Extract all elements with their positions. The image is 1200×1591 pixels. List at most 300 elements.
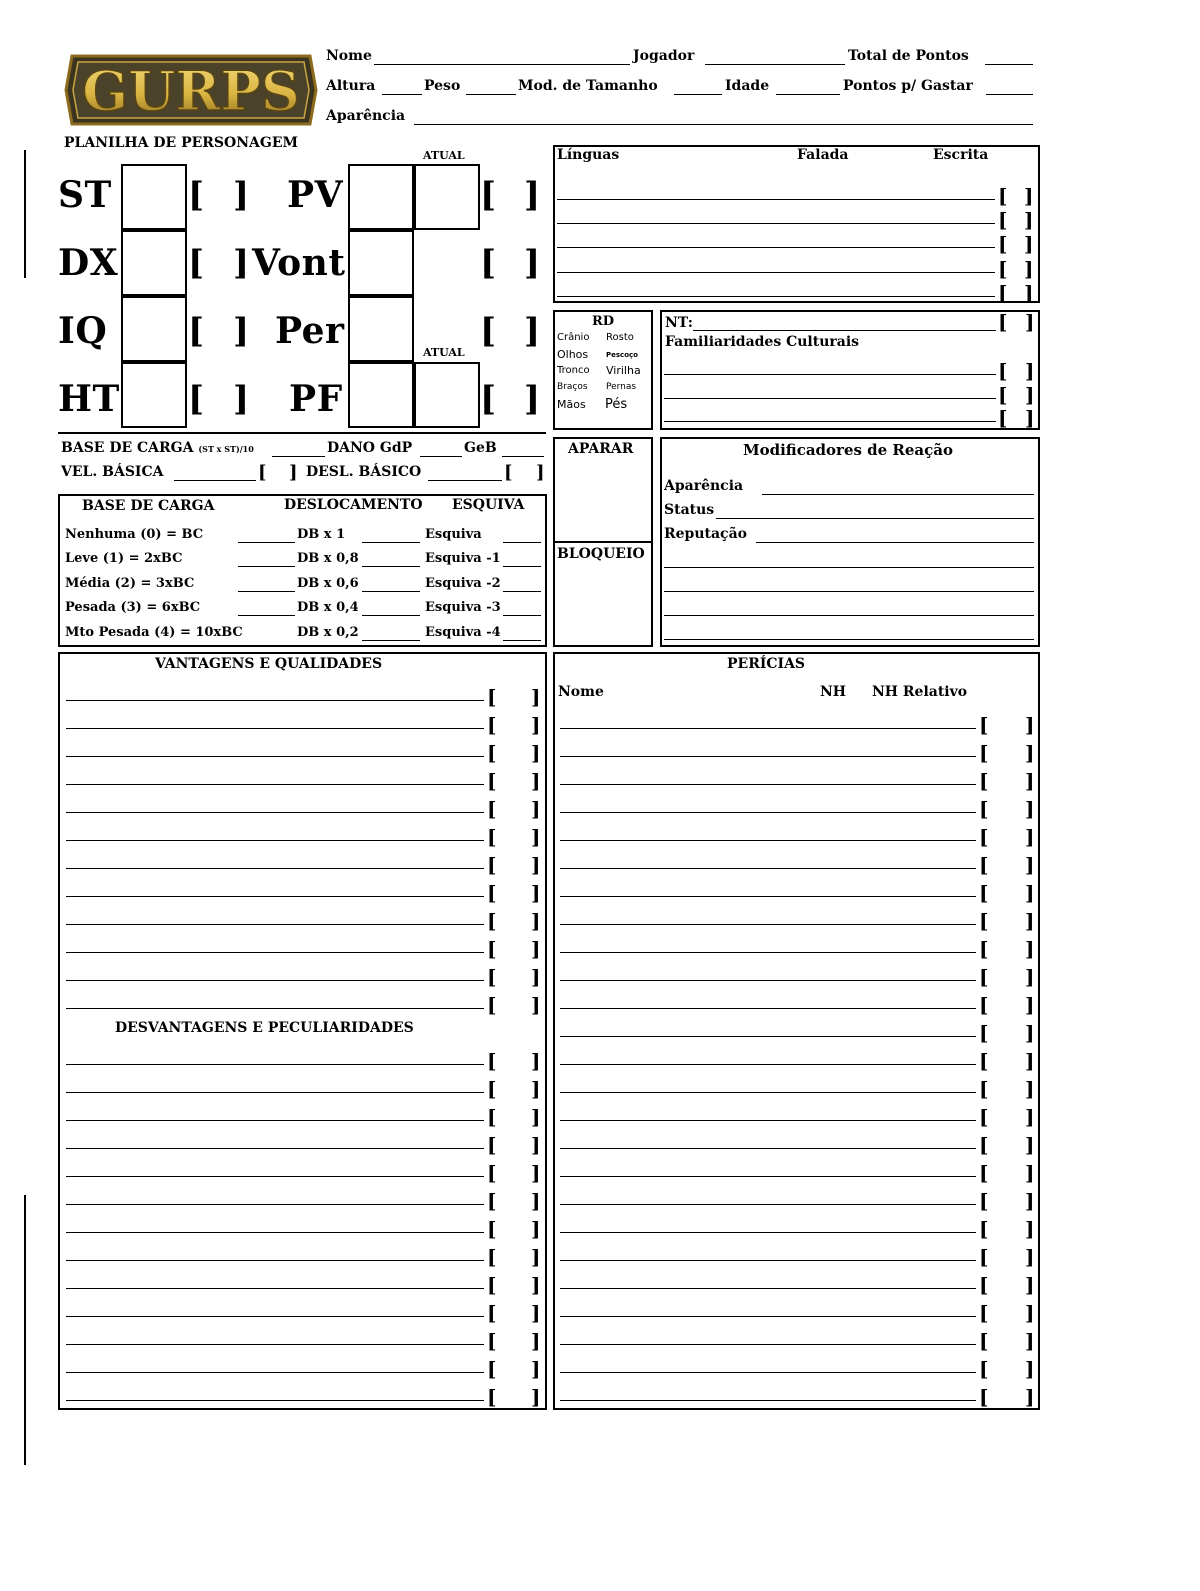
lingua-cost-close: ] [1024,208,1034,232]
pericia-row[interactable] [560,1351,1037,1379]
pericia-cost-open: [ [979,881,989,905]
enc-esquiva: Esquiva [425,527,482,542]
pericia-cost-open: [ [979,713,989,737]
lingua-line[interactable] [557,199,995,200]
field-altura[interactable] [382,94,422,95]
enc-desl-field[interactable] [362,640,420,641]
linguas-title: Línguas [557,147,620,163]
vantagem-row[interactable] [66,1295,544,1323]
label-aparencia: Aparência [326,108,406,124]
vantagem-cost-close: ] [531,1357,541,1381]
vantagem-row[interactable] [66,707,544,735]
vantagem-cost-close: ] [531,881,541,905]
pericia-cost-close: ] [1025,797,1035,821]
pericia-cost-close: ] [1025,993,1035,1017]
vantagem-row[interactable] [66,875,544,903]
pericia-row[interactable] [560,1379,1037,1407]
vantagem-line[interactable] [66,1148,484,1149]
attr-pf-cost-open: [ [480,379,497,419]
vantagem-row[interactable] [66,847,544,875]
pericia-cost-open: [ [979,1217,989,1241]
enc-esquiva-field[interactable] [503,640,541,641]
pericia-line[interactable] [560,924,976,925]
pericia-cost-open: [ [979,1077,989,1101]
atual-label-pf: ATUAL [423,346,465,359]
vantagem-cost-close: ] [531,1217,541,1241]
label-geb: GeB [464,440,497,456]
vantagem-row[interactable] [66,1351,544,1379]
enc-desl-field[interactable] [362,542,420,543]
familiaridade-cost-open: [ [998,406,1008,430]
vantagem-cost-open: [ [487,797,497,821]
lingua-line[interactable] [557,247,995,248]
reacao-extra-line[interactable] [664,639,1034,640]
attr-dx-cost-open: [ [188,243,205,283]
vantagem-row[interactable] [66,987,544,1015]
pericia-cost-close: ] [1025,1357,1035,1381]
enc-level: Nenhuma (0) = BC [65,527,204,542]
enc-bc-field[interactable] [238,542,295,543]
pericia-row[interactable] [560,1239,1037,1267]
vantagem-line[interactable] [66,952,484,953]
field-idade[interactable] [776,94,840,95]
vantagem-line[interactable] [66,1176,484,1177]
reacao-reputacao-field[interactable] [756,542,1034,543]
vantagem-cost-open: [ [487,769,497,793]
familiaridades-title: Familiaridades Culturais [665,334,860,350]
pericia-line[interactable] [560,980,976,981]
lingua-line[interactable] [557,272,995,273]
label-altura: Altura [326,78,376,94]
enc-bc-field[interactable] [238,591,295,592]
field-mod-tamanho[interactable] [674,94,722,95]
vantagem-line[interactable] [66,1092,484,1093]
vantagem-cost-open: [ [487,993,497,1017]
vantagem-line[interactable] [66,980,484,981]
attr-ht-label: HT [58,378,120,420]
enc-desl-field[interactable] [362,591,420,592]
pericia-line[interactable] [560,756,976,757]
pericia-cost-open: [ [979,1301,989,1325]
pericia-cost-open: [ [979,937,989,961]
pericia-cost-open: [ [979,1189,989,1213]
reacao-extra-row[interactable] [664,618,1036,646]
pericia-line[interactable] [560,1008,976,1009]
field-pontos-gastar[interactable] [986,94,1033,95]
pericia-line[interactable] [560,1036,976,1037]
pericia-row[interactable] [560,1099,1037,1127]
pericia-cost-close: ] [1025,881,1035,905]
vantagem-row[interactable] [66,1323,544,1351]
label-vel-basica: VEL. BÁSICA [61,464,164,480]
lingua-cost-open: [ [998,232,1008,256]
rd-bracos: Braços [557,382,588,392]
vantagem-line[interactable] [66,812,484,813]
vantagem-cost-close: ] [531,1385,541,1409]
enc-db: DB x 0,4 [297,600,359,615]
pericia-line[interactable] [560,1064,976,1065]
label-total-pontos: Total de Pontos [848,48,969,64]
label-idade: Idade [725,78,770,94]
pericias-title: PERÍCIAS [727,656,806,672]
pericia-row[interactable] [560,707,1037,735]
field-total-pontos[interactable] [985,64,1033,65]
vantagem-cost-close: ] [531,713,541,737]
pericia-row[interactable] [560,1295,1037,1323]
enc-bc-field[interactable] [238,615,295,616]
pericia-row[interactable] [560,791,1037,819]
familiaridade-cost-close: ] [1025,406,1035,430]
pericia-cost-close: ] [1025,909,1035,933]
pericia-cost-close: ] [1025,965,1035,989]
field-nome[interactable] [374,64,630,65]
attr-dx-box[interactable] [121,230,187,296]
pericia-cost-open: [ [979,1021,989,1045]
rd-pernas: Pernas [606,382,637,392]
attributes-divider [58,432,546,434]
vantagem-cost-close: ] [531,685,541,709]
pericia-cost-open: [ [979,825,989,849]
enc-bc-field[interactable] [238,566,295,567]
familiaridade-line[interactable] [664,374,996,375]
pericia-cost-open: [ [979,909,989,933]
attr-pv-cost-open: [ [480,175,497,215]
field-vel-basica[interactable] [174,480,256,481]
reacao-aparencia-field[interactable] [762,494,1034,495]
attr-vont-cost-close: ] [524,243,541,283]
enc-esquiva-field[interactable] [503,591,541,592]
rd-tronco: Tronco [557,365,590,376]
pericia-cost-open: [ [979,1273,989,1297]
vantagem-cost-close: ] [531,1189,541,1213]
attr-st-label: ST [58,174,112,216]
pericia-line[interactable] [560,952,976,953]
pericia-line[interactable] [560,784,976,785]
field-desl-basico[interactable] [428,480,502,481]
reacao-aparencia-label: Aparência [664,478,744,494]
pericia-cost-close: ] [1025,1077,1035,1101]
lingua-line[interactable] [557,296,995,297]
vantagem-line[interactable] [66,1344,484,1345]
pericia-cost-close: ] [1025,769,1035,793]
pericia-line[interactable] [560,896,976,897]
rd-olhos: Olhos [557,348,589,361]
vantagem-cost-open: [ [487,1385,497,1409]
pericia-row[interactable] [560,875,1037,903]
rd-title: RD [592,314,615,329]
lingua-cost-close: ] [1024,281,1034,305]
vantagem-line[interactable] [66,1008,484,1009]
attr-st-box[interactable] [121,164,187,230]
rd-cranio: Crânio [557,332,590,343]
vantagem-cost-close: ] [531,853,541,877]
vantagem-line[interactable] [66,1316,484,1317]
pericia-line[interactable] [560,1148,976,1149]
pericia-line[interactable] [560,1092,976,1093]
pericia-row[interactable] [560,1127,1037,1155]
enc-header-desl: DESLOCAMENTO [284,497,423,513]
pericia-line[interactable] [560,868,976,869]
vantagem-cost-open: [ [487,1049,497,1073]
vantagem-row[interactable] [66,1239,544,1267]
enc-db: DB x 0,6 [297,576,359,591]
enc-level: Mto Pesada (4) = 10xBC [65,625,243,640]
label-nome: Nome [326,48,372,64]
vantagem-row[interactable] [66,1043,544,1071]
vantagem-row[interactable] [66,763,544,791]
vantagem-cost-close: ] [531,797,541,821]
vantagem-cost-close: ] [531,741,541,765]
pericia-cost-open: [ [979,993,989,1017]
vantagem-cost-close: ] [531,965,541,989]
attr-dx-label: DX [58,242,119,284]
pericia-row[interactable] [560,763,1037,791]
pericia-cost-close: ] [1025,1105,1035,1129]
attr-vont-cost-open: [ [480,243,497,283]
vantagem-line[interactable] [66,728,484,729]
margin-mark-top [24,150,26,278]
vantagem-line[interactable] [66,1204,484,1205]
familiaridade-line[interactable] [664,398,996,399]
vantagem-cost-open: [ [487,881,497,905]
vantagem-row[interactable] [66,819,544,847]
pericia-row[interactable] [560,1211,1037,1239]
vantagem-line[interactable] [66,1288,484,1289]
vantagem-row[interactable] [66,1099,544,1127]
familiaridade-line[interactable] [664,421,996,422]
vantagem-row[interactable] [66,679,544,707]
pericias-nome: Nome [558,684,604,700]
field-gdp[interactable] [420,456,462,457]
pericia-cost-open: [ [979,797,989,821]
attr-pv-label: PV [287,174,344,216]
enc-esquiva-field[interactable] [503,566,541,567]
vantagem-cost-open: [ [487,713,497,737]
lingua-line[interactable] [557,223,995,224]
vantagem-cost-close: ] [531,769,541,793]
pericia-cost-open: [ [979,853,989,877]
rd-rosto: Rosto [606,332,634,343]
pericia-cost-open: [ [979,1385,989,1409]
vantagem-row[interactable] [66,959,544,987]
attr-per-cost-open: [ [480,311,497,351]
field-aparencia[interactable] [414,124,1033,125]
attr-pf-atual-box[interactable] [414,362,480,428]
pericia-row[interactable] [560,1043,1037,1071]
vantagem-row[interactable] [66,1127,544,1155]
nt-label: NT: [665,315,693,331]
pericia-line[interactable] [560,1344,976,1345]
attr-pv-atual-box[interactable] [414,164,480,230]
attr-per-box[interactable] [348,296,414,362]
rd-pescoco: Pescoço [606,351,638,359]
attr-ht-box[interactable] [121,362,187,428]
attr-iq-box[interactable] [121,296,187,362]
pericia-line[interactable] [560,1260,976,1261]
nt-field[interactable] [693,330,996,331]
enc-header-esquiva: ESQUIVA [452,497,525,513]
vantagem-line[interactable] [66,784,484,785]
pericia-row[interactable] [560,987,1037,1015]
lingua-cost-open: [ [998,257,1008,281]
vantagem-row[interactable] [66,735,544,763]
pericia-row[interactable] [560,1155,1037,1183]
pericia-line[interactable] [560,1232,976,1233]
vantagem-line[interactable] [66,924,484,925]
enc-db: DB x 1 [297,527,346,542]
nt-cost-close: ] [1025,310,1035,334]
atual-label-pv: ATUAL [423,149,465,162]
pericia-cost-close: ] [1025,713,1035,737]
reacao-status-label: Status [664,502,715,518]
enc-desl-field[interactable] [362,615,420,616]
pericia-row[interactable] [560,847,1037,875]
vantagem-row[interactable] [66,1379,544,1407]
vantagem-line[interactable] [66,1372,484,1373]
reacao-extra-line[interactable] [664,591,1034,592]
pericia-row[interactable] [560,1323,1037,1351]
vantagem-line[interactable] [66,756,484,757]
vantagem-line[interactable] [66,840,484,841]
pericia-cost-close: ] [1025,1245,1035,1269]
vantagem-cost-close: ] [531,1273,541,1297]
vantagem-cost-open: [ [487,1161,497,1185]
attr-pf-label: PF [289,378,343,420]
pericia-line[interactable] [560,1316,976,1317]
vantagem-cost-open: [ [487,1133,497,1157]
vantagem-row[interactable] [66,1211,544,1239]
rd-virilha: Virilha [606,364,641,377]
label-peso: Peso [424,78,461,94]
pericia-line[interactable] [560,812,976,813]
pericia-line[interactable] [560,728,976,729]
vantagem-line[interactable] [66,896,484,897]
vantagem-cost-open: [ [487,1077,497,1101]
vantagem-row[interactable] [66,903,544,931]
logo-text: GURPS [82,59,300,123]
lingua-row[interactable] [557,226,1037,254]
label-desl-basico: DESL. BÁSICO [306,464,422,480]
pericia-line[interactable] [560,1288,976,1289]
vantagem-cost-close: ] [531,1049,541,1073]
pericia-row[interactable] [560,931,1037,959]
field-base-carga[interactable] [272,456,325,457]
vantagem-line[interactable] [66,1260,484,1261]
pericia-row[interactable] [560,903,1037,931]
nt-cost-open: [ [998,310,1008,334]
pericia-line[interactable] [560,1204,976,1205]
attr-vont-box[interactable] [348,230,414,296]
pericia-cost-close: ] [1025,1161,1035,1185]
vantagem-cost-open: [ [487,1189,497,1213]
pericia-row[interactable] [560,735,1037,763]
vantagem-row[interactable] [66,931,544,959]
vantagem-cost-close: ] [531,1133,541,1157]
reacao-extra-line[interactable] [664,615,1034,616]
pericia-line[interactable] [560,1176,976,1177]
pericia-cost-open: [ [979,1357,989,1381]
enc-level: Média (2) = 3xBC [65,576,195,591]
attr-per-label: Per [275,310,345,352]
pericia-line[interactable] [560,1400,976,1401]
vantagem-row[interactable] [66,1071,544,1099]
vantagem-row[interactable] [66,1155,544,1183]
vantagem-cost-close: ] [531,993,541,1017]
reacao-extra-line[interactable] [664,567,1034,568]
margin-mark-bottom [24,1195,26,1465]
vantagem-cost-close: ] [531,1161,541,1185]
pericia-row[interactable] [560,819,1037,847]
attr-iq-cost-close: ] [233,311,250,351]
vantagem-cost-open: [ [487,965,497,989]
pericia-line[interactable] [560,1372,976,1373]
vantagem-line[interactable] [66,1120,484,1121]
pericia-line[interactable] [560,1120,976,1121]
enc-esquiva-field[interactable] [503,542,541,543]
enc-esquiva-field[interactable] [503,615,541,616]
attr-pf-box[interactable] [348,362,414,428]
pericia-cost-close: ] [1025,1217,1035,1241]
vantagem-cost-close: ] [531,909,541,933]
field-geb[interactable] [502,456,544,457]
pericia-row[interactable] [560,959,1037,987]
lingua-cost-close: ] [1024,184,1034,208]
enc-level: Pesada (3) = 6xBC [65,600,201,615]
attr-st-cost-open: [ [188,175,205,215]
lingua-row[interactable] [557,275,1037,303]
vantagens-title: VANTAGENS E QUALIDADES [155,656,383,672]
pericia-line[interactable] [560,840,976,841]
enc-esquiva: Esquiva -2 [425,576,501,591]
vantagem-row[interactable] [66,791,544,819]
pericia-row[interactable] [560,1183,1037,1211]
familiaridade-cost-open: [ [998,383,1008,407]
attr-pv-cost-close: ] [524,175,541,215]
vantagem-row[interactable] [66,1183,544,1211]
pericia-row[interactable] [560,1015,1037,1043]
linguas-falada: Falada [797,147,849,163]
vel-cost-open: [ [258,462,267,483]
field-peso[interactable] [466,94,516,95]
vantagem-cost-open: [ [487,1217,497,1241]
reacao-status-field[interactable] [716,518,1034,519]
vantagem-line[interactable] [66,700,484,701]
attr-pv-box[interactable] [348,164,414,230]
pericia-cost-open: [ [979,1161,989,1185]
enc-desl-field[interactable] [362,566,420,567]
vantagem-line[interactable] [66,1400,484,1401]
pericia-row[interactable] [560,1071,1037,1099]
vantagem-row[interactable] [66,1267,544,1295]
pericia-cost-close: ] [1025,825,1035,849]
label-pontos-gastar: Pontos p/ Gastar [843,78,973,94]
vantagem-line[interactable] [66,1064,484,1065]
vantagem-cost-close: ] [531,1077,541,1101]
vantagem-cost-close: ] [531,1329,541,1353]
vantagem-cost-open: [ [487,685,497,709]
familiaridade-row[interactable] [664,400,1039,428]
lingua-cost-open: [ [998,208,1008,232]
desvantagens-title: DESVANTAGENS E PECULIARIDADES [115,1020,414,1036]
vantagem-cost-close: ] [531,1245,541,1269]
vantagem-line[interactable] [66,868,484,869]
attr-ht-cost-open: [ [188,379,205,419]
pericia-cost-close: ] [1025,1329,1035,1353]
pericia-row[interactable] [560,1267,1037,1295]
lingua-cost-close: ] [1024,232,1034,256]
field-jogador[interactable] [705,64,845,65]
vantagem-line[interactable] [66,1232,484,1233]
